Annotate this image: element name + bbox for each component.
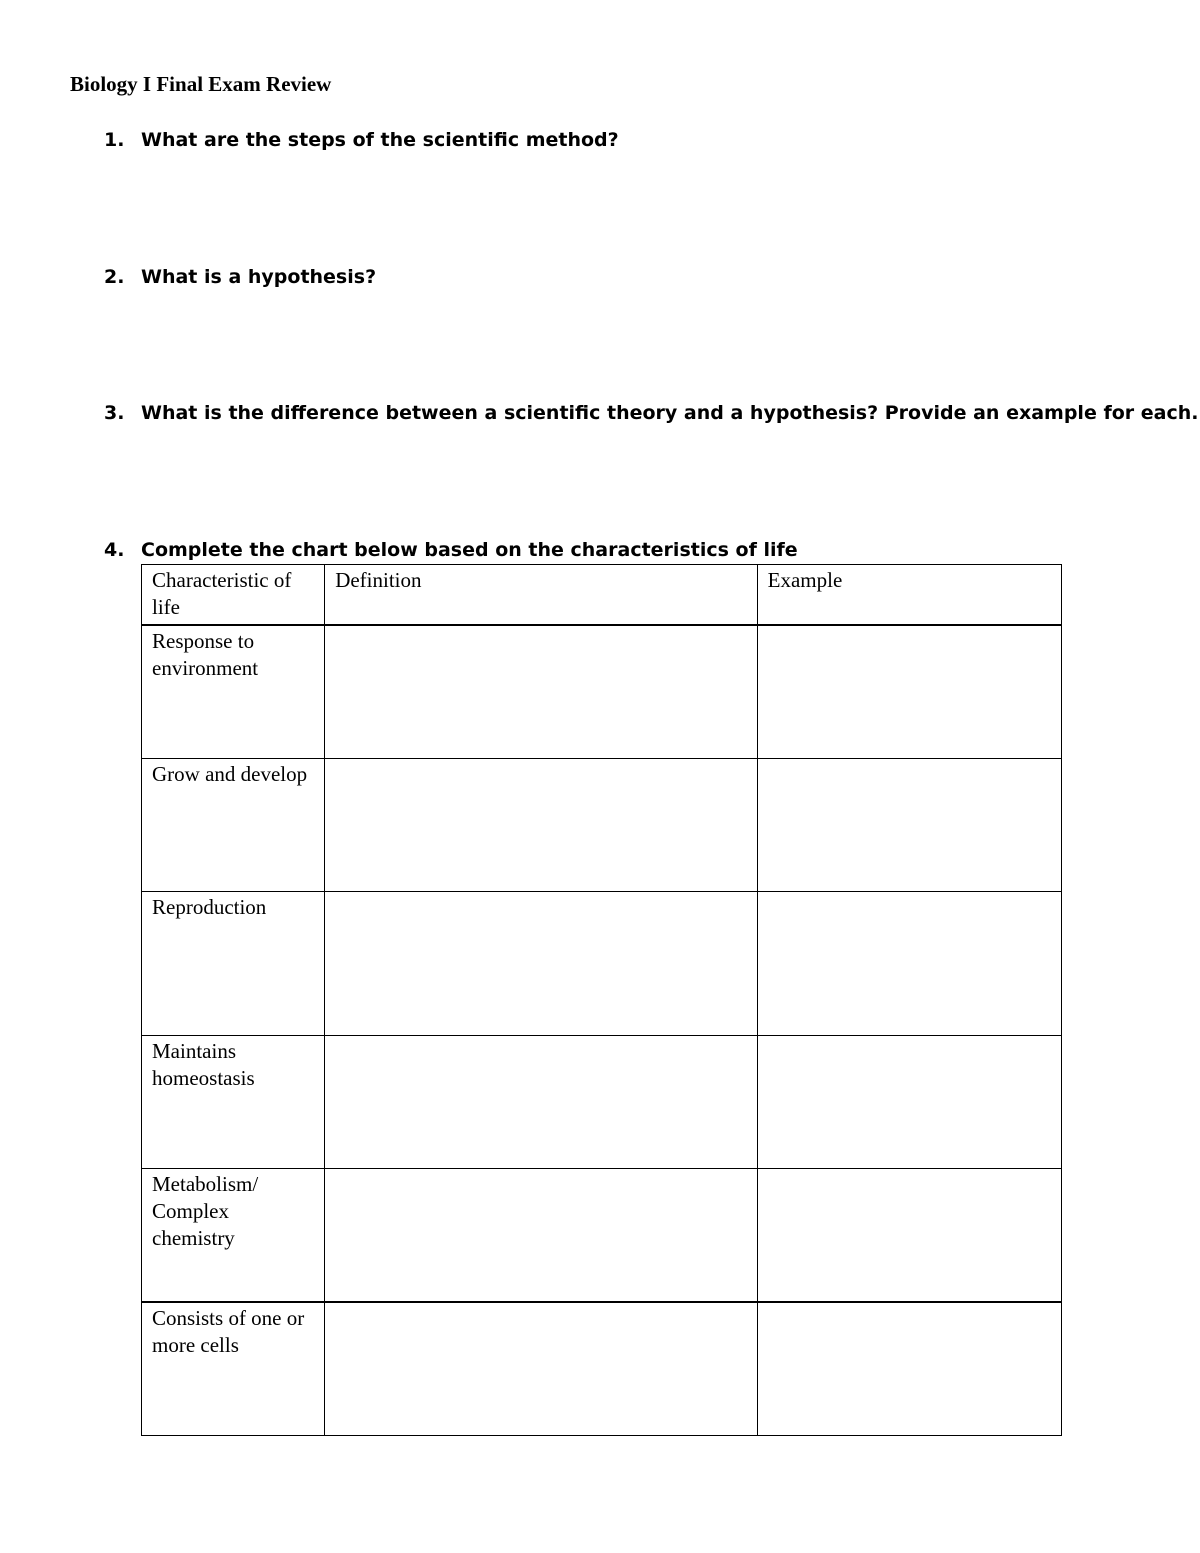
table-row <box>142 1302 1062 1436</box>
chart-header-row <box>142 565 1062 625</box>
question-text: What is the difference between a scientific theory and a hypothesis? Provide an example for each. <box>141 402 1199 424</box>
question-text: What is a hypothesis? <box>141 266 377 288</box>
characteristic-cell: Consists of one or more cells <box>142 1302 325 1436</box>
question-number: 2. <box>104 266 125 288</box>
question-4 <box>104 537 798 563</box>
table-row <box>142 1169 1062 1302</box>
header-characteristic: Characteristic of life <box>142 565 325 625</box>
table-row <box>142 625 1062 758</box>
example-cell[interactable] <box>757 758 1061 891</box>
definition-cell[interactable] <box>325 1035 757 1168</box>
page-title: Biology I Final Exam Review <box>70 72 332 96</box>
header-example: Example <box>757 565 1061 625</box>
characteristic-cell: Reproduction <box>142 892 325 1035</box>
characteristic-cell: Grow and develop <box>142 758 325 891</box>
question-text: What are the steps of the scientific method? <box>141 129 619 151</box>
table-row <box>142 758 1062 891</box>
question-2 <box>104 264 376 290</box>
definition-cell[interactable] <box>325 1302 757 1436</box>
example-cell[interactable] <box>757 892 1061 1035</box>
definition-cell[interactable] <box>325 758 757 891</box>
characteristic-cell: Response to environment <box>142 625 325 758</box>
question-1 <box>104 127 619 153</box>
header-definition: Definition <box>325 565 757 625</box>
question-number: 3. <box>104 402 125 424</box>
definition-cell[interactable] <box>325 625 757 758</box>
example-cell[interactable] <box>757 625 1061 758</box>
characteristic-cell: Metabolism/ Complex chemistry <box>142 1169 325 1302</box>
definition-cell[interactable] <box>325 1169 757 1302</box>
table-row <box>142 892 1062 1035</box>
question-number: 1. <box>104 129 125 151</box>
definition-cell[interactable] <box>325 892 757 1035</box>
example-cell[interactable] <box>757 1302 1061 1436</box>
characteristic-cell: Maintains homeostasis <box>142 1035 325 1168</box>
example-cell[interactable] <box>757 1169 1061 1302</box>
table-row <box>142 1035 1062 1168</box>
question-3 <box>104 400 1198 426</box>
example-cell[interactable] <box>757 1035 1061 1168</box>
question-number: 4. <box>104 539 125 561</box>
question-text: Complete the chart below based on the characteristics of life <box>141 539 798 561</box>
characteristics-of-life-chart <box>141 564 1062 1436</box>
